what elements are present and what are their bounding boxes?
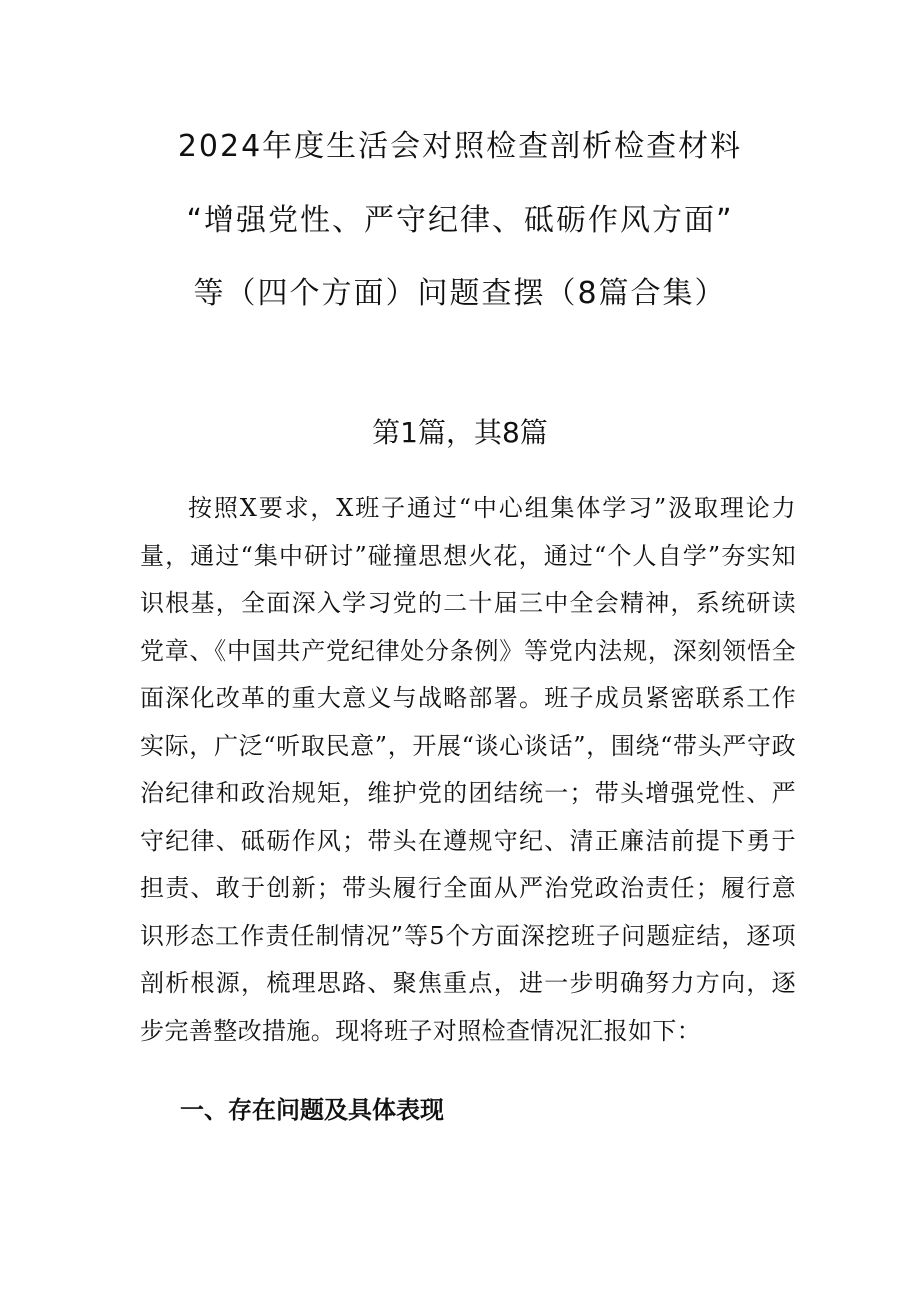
- document-title-line-1: 2024年度生活会对照检查剖析检查材料: [177, 129, 743, 164]
- document-title-line-2: “增强党性、严守纪律、砥砺作风方面”: [186, 203, 734, 238]
- document-subtitle: 第1篇，其8篇: [372, 416, 548, 449]
- document-title-line-3: 等（四个方面）问题查摆（8篇合集）: [193, 276, 727, 311]
- section-heading: 一、存在问题及具体表现: [180, 1096, 444, 1124]
- body-paragraph: 按照X要求，X班子通过“中心组集体学习”汲取理论力量，通过“集中研讨”碰撞思想火花，通过“个人自学”夯实知识根基，全面深入学习党的二十届三中全会精神，系统研读党章、《中国共产党纪律处分条例》等党内法规，深刻领悟全面深化改革的重大意义与战略部署。班子成员紧密联系工作实际，广泛“听取民意”，开展“谈心谈话”，围绕“带头严守政治纪律和政治规矩，维护党的团结统一；带头增强党性、严守纪律、砥砺作风；带头在遵规守纪、清正廉洁前提下勇于担责、敢于创新；带头履行全面从严治党政治责任；履行意识形态工作责任制情况”等5个方面深挖班子问题症结，逐项剖析根源，梳理思路、聚焦重点，进一步明确努力方向，逐步完善整改措施。现将班子对照检查情况汇报如下：: [140, 494, 796, 1045]
